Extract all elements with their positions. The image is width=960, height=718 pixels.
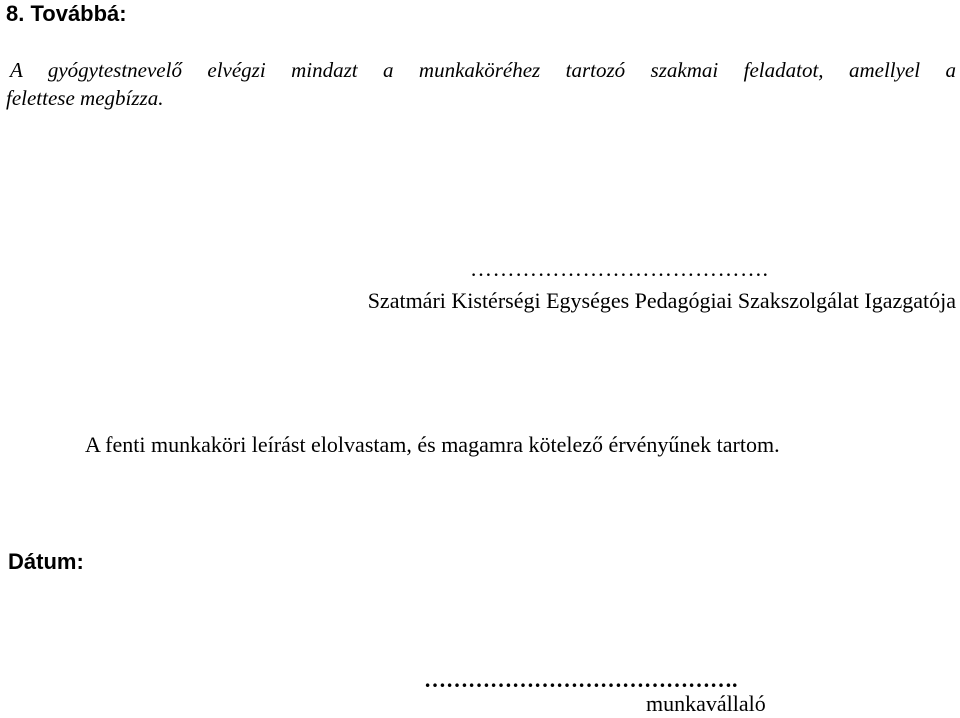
date-label: Dátum:: [8, 549, 84, 574]
duties-paragraph: [6, 56, 956, 112]
section-heading: 8. Továbbá:: [6, 1, 127, 26]
duties-line-1: A gyógytestnevelő elvégzi mindazt a munkaköréhez tartozó szakmai feladatot, amellyel a: [10, 58, 956, 82]
acknowledgement-statement: A fenti munkaköri leírást elolvastam, és magamra kötelező érvényűnek tartom.: [85, 432, 780, 457]
employee-signature-line: …………………………………….: [424, 667, 738, 692]
director-signature-line: ………………………………….: [470, 256, 769, 281]
duties-line-2: felettese megbízza.: [6, 86, 164, 110]
employee-label: munkavállaló: [646, 691, 766, 716]
director-title: Szatmári Kistérségi Egységes Pedagógiai Szakszolgálat Igazgatója: [367, 288, 956, 313]
